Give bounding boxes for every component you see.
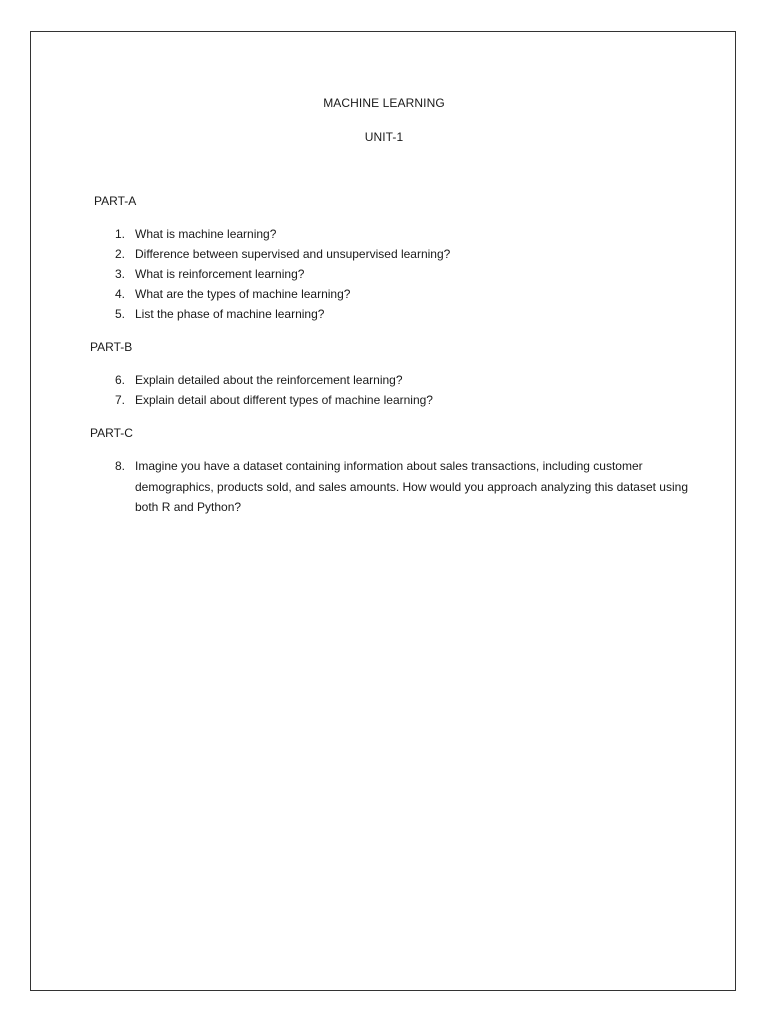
question-text: What is machine learning? — [135, 227, 277, 241]
question-item — [110, 284, 710, 304]
question-item — [110, 370, 710, 390]
part-a-question-list — [110, 224, 710, 324]
document-page — [30, 31, 736, 991]
question-text: Explain detail about different types of machine learning? — [135, 393, 433, 407]
question-number: 7. — [114, 393, 125, 407]
question-number: 1. — [114, 227, 125, 241]
question-text: Difference between supervised and unsupervised learning? — [135, 247, 451, 261]
question-text: Explain detailed about the reinforcement learning? — [135, 373, 403, 387]
question-number: 3. — [114, 267, 125, 281]
question-item — [110, 304, 710, 324]
question-number: 6. — [114, 373, 125, 387]
part-c-question-list — [110, 456, 710, 518]
part-c-heading: PART-C — [90, 426, 133, 440]
question-item — [110, 264, 710, 284]
unit-heading: UNIT-1 — [364, 130, 404, 144]
question-number: 4. — [114, 287, 125, 301]
document-title: MACHINE LEARNING — [323, 96, 445, 110]
question-number: 8. — [114, 459, 125, 473]
part-a-heading: PART-A — [94, 194, 137, 208]
part-b-heading: PART-B — [90, 340, 133, 354]
question-text: What is reinforcement learning? — [135, 267, 305, 281]
question-text: What are the types of machine learning? — [135, 287, 351, 301]
question-item — [110, 224, 710, 244]
question-item — [110, 456, 710, 518]
question-number: 2. — [114, 247, 125, 261]
question-item — [110, 244, 710, 264]
part-b-question-list — [110, 370, 710, 410]
question-text: List the phase of machine learning? — [135, 307, 325, 321]
question-number: 5. — [114, 307, 125, 321]
question-item — [110, 390, 710, 410]
question-text: Imagine you have a dataset containing information about sales transactions, including customer demographics, products sold, and sales amounts. How would you approach analyzing this dataset using both R and Python? — [135, 459, 688, 514]
